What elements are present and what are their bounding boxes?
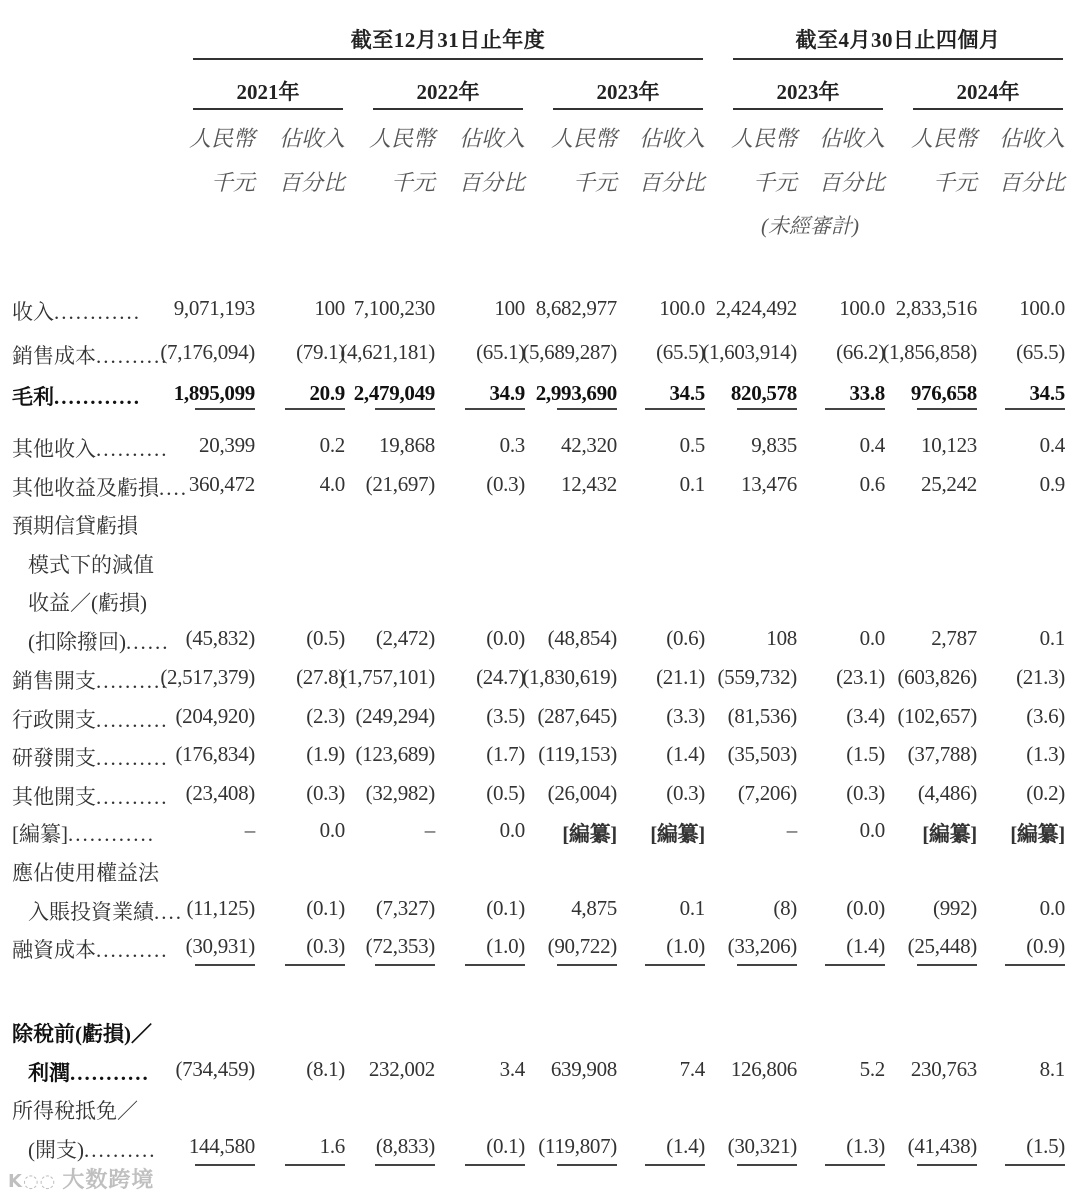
subtotal-rule [375,408,435,410]
row-label-text: (開支) [28,1138,84,1162]
cell-pct: 0.4 [859,433,885,457]
row-label-text: 預期信貸虧損 [12,514,138,538]
cell-amount: (2,472) [375,626,435,650]
cell-amount: 9,071,193 [173,296,255,320]
cell-amount: (119,153) [538,742,617,766]
row-label-text: 應佔使用權益法 [12,861,159,885]
cell-pct: (1.3) [846,1134,885,1158]
cell-amount: (30,931) [185,934,255,958]
unit-header-pct: 佔收入 [458,126,525,151]
cell-amount: (559,732) [717,665,797,689]
cell-pct: (0.1) [486,896,525,920]
unit-header-amount: 千元 [210,170,255,195]
row-label [28,549,154,579]
row-label [28,626,170,656]
unit-header-pct: 佔收入 [278,126,345,151]
cell-amount: (8) [773,896,797,920]
row-label-text: 入賬投資業績 [28,900,154,924]
leader-dots: .......... [96,344,169,368]
subtotal-rule [645,964,705,966]
cell-pct: (0.2) [1026,781,1065,805]
cell-amount: (33,206) [727,934,797,958]
cell-amount: 1,895,099 [173,381,255,405]
cell-amount: 2,479,049 [353,381,435,405]
cell-pct: (2.3) [306,704,345,728]
leader-dots: .... [159,476,188,500]
cell-pct: (3.4) [846,704,885,728]
year-rule [553,108,703,110]
cell-pct: (1.9) [306,742,345,766]
cell-pct: (3.5) [486,704,525,728]
subtotal-rule [195,964,255,966]
row-label [28,1134,157,1164]
cell-pct: (23.1) [836,665,885,689]
cell-pct: 5.2 [859,1057,885,1081]
cell-pct: (0.3) [306,934,345,958]
row-label [12,1095,138,1125]
cell-pct: (1.4) [666,1134,705,1158]
subtotal-rule [285,1164,345,1166]
cell-pct: 0.0 [1039,896,1065,920]
cell-amount: (32,982) [365,781,435,805]
unit-header-pct: 佔收入 [818,126,885,151]
cell-amount: – [244,818,255,842]
cell-amount: (4,486) [917,781,977,805]
year-header-2022: 2022年 [416,80,480,104]
row-label [12,934,169,964]
cell-pct: (1.0) [486,934,525,958]
cell-pct: 100 [314,296,345,320]
cell-pct: 0.6 [859,472,885,496]
cell-pct: (65.1) [476,340,525,364]
subtotal-rule [465,1164,525,1166]
cell-amount: (176,834) [175,742,255,766]
row-label-text: 融資成本 [12,938,96,962]
cell-pct: 0.4 [1039,433,1065,457]
subtotal-rule [917,408,977,410]
row-label-text: [編纂] [12,822,68,846]
cell-amount: 20,399 [199,433,255,457]
cell-amount: (7,206) [737,781,797,805]
subtotal-rule [375,964,435,966]
cell-pct: 0.1 [679,896,705,920]
group-title-four-months: 截至4月30日止四個月 [795,28,1001,52]
unit-header-amount: 人民幣 [368,126,435,151]
subtotal-rule [285,408,345,410]
subtotal-rule [195,1164,255,1166]
cell-pct: 8.1 [1039,1057,1065,1081]
unit-header-amount: 千元 [932,170,977,195]
cell-amount: (7,176,094) [160,340,255,364]
cell-amount: (102,657) [897,704,977,728]
cell-pct: 34.5 [669,381,705,405]
cell-amount: 639,908 [550,1057,617,1081]
cell-amount: 4,875 [571,896,617,920]
row-label-text: 其他開支 [12,785,96,809]
row-label [12,1018,152,1048]
cell-pct: (0.3) [306,781,345,805]
year-rule [373,108,523,110]
row-label [12,433,169,463]
cell-pct: 0.0 [499,818,525,842]
unit-header-pct: 百分比 [818,170,885,195]
cell-pct: (1.4) [846,934,885,958]
year-header-2023-4m: 2023年 [776,80,840,104]
cell-amount: (21,697) [365,472,435,496]
cell-amount: (1,830,619) [522,665,617,689]
watermark-text: 大数跨境 [62,1168,155,1193]
row-label [12,296,141,326]
leader-dots: ...... [126,630,170,654]
cell-pct: (65.5) [1016,340,1065,364]
cell-pct: 0.1 [679,472,705,496]
year-rule [733,108,883,110]
cell-amount: [編纂] [562,822,617,846]
cell-amount: (603,826) [897,665,977,689]
cell-amount: (30,321) [727,1134,797,1158]
leader-dots: .......... [96,669,169,693]
row-label-text: 所得稅抵免／ [12,1099,138,1123]
subtotal-rule [375,1164,435,1166]
cell-pct: (0.5) [486,781,525,805]
cell-pct: (0.1) [306,896,345,920]
row-label [12,781,169,811]
row-label-text: 其他收益及虧損 [12,476,159,500]
group-rule-full-year [193,58,703,60]
subtotal-rule [825,964,885,966]
cell-amount: 9,835 [751,433,797,457]
cell-amount: 108 [766,626,797,650]
row-label [12,340,169,370]
leader-dots: .......... [96,437,169,461]
leader-dots: ............ [54,385,141,409]
group-title-full-year: 截至12月31日止年度 [350,28,546,52]
cell-pct: (0.9) [1026,934,1065,958]
row-label-text: 其他收入 [12,437,96,461]
cell-pct: (0.0) [846,896,885,920]
cell-amount: 976,658 [910,381,977,405]
cell-pct: (3.3) [666,704,705,728]
cell-amount: (4,621,181) [340,340,435,364]
cell-amount: 13,476 [741,472,797,496]
cell-amount: 42,320 [561,433,617,457]
year-header-2023: 2023年 [596,80,660,104]
row-label-text: 模式下的減值 [28,553,154,577]
row-label-text: 利潤 [28,1061,70,1085]
cell-amount: 25,242 [921,472,977,496]
row-label [28,896,183,926]
row-label [28,587,147,617]
unit-header-pct: 百分比 [638,170,705,195]
unit-header-pct: 百分比 [278,170,345,195]
cell-amount: (5,689,287) [522,340,617,364]
cell-pct: 0.9 [1039,472,1065,496]
cell-pct: (1.5) [846,742,885,766]
subtotal-rule [1005,1164,1065,1166]
cell-amount: (2,517,379) [160,665,255,689]
row-label-text: 行政開支 [12,708,96,732]
year-rule [193,108,343,110]
cell-pct: 3.4 [499,1057,525,1081]
row-label [12,857,159,887]
unit-header-amount: 人民幣 [910,126,977,151]
cell-amount: (1,757,101) [340,665,435,689]
cell-pct: (24.7) [476,665,525,689]
unit-header-pct: 佔收入 [638,126,705,151]
leader-dots: .......... [96,938,169,962]
cell-amount: (123,689) [355,742,435,766]
year-header-2024-4m: 2024年 [956,80,1020,104]
subtotal-rule [917,1164,977,1166]
cell-pct: [編纂] [650,822,705,846]
cell-amount: (11,125) [186,896,255,920]
watermark-logo-icon: K◌◌ [8,1171,57,1192]
cell-pct: (1.4) [666,742,705,766]
leader-dots: .... [154,900,183,924]
row-label [28,1057,150,1087]
cell-amount: [編纂] [922,822,977,846]
subtotal-rule [825,408,885,410]
cell-pct: 100.0 [1019,296,1065,320]
cell-amount: (249,294) [355,704,435,728]
cell-pct: (0.3) [666,781,705,805]
cell-amount: (26,004) [547,781,617,805]
subtotal-rule [465,408,525,410]
cell-pct: (27.8) [296,665,345,689]
year-rule [913,108,1063,110]
cell-amount: (1,603,914) [702,340,797,364]
cell-amount: 144,580 [188,1134,255,1158]
leader-dots: ............ [54,300,141,324]
unit-header-pct: 佔收入 [998,126,1065,151]
cell-pct: (21.3) [1016,665,1065,689]
subtotal-rule [645,408,705,410]
subtotal-rule [1005,408,1065,410]
cell-pct: 0.2 [319,433,345,457]
cell-pct: 100.0 [659,296,705,320]
cell-amount: (72,353) [365,934,435,958]
leader-dots: .......... [96,746,169,770]
cell-amount: 232,002 [368,1057,435,1081]
year-header-2021: 2021年 [236,80,300,104]
cell-amount: (37,788) [907,742,977,766]
cell-amount: 820,578 [730,381,797,405]
cell-amount: 19,868 [379,433,435,457]
leader-dots: ........... [70,1061,150,1085]
unit-header-amount: 千元 [752,170,797,195]
cell-amount: 2,787 [931,626,977,650]
cell-amount: (1,856,858) [882,340,977,364]
cell-pct: 100.0 [839,296,885,320]
cell-amount: 2,424,492 [715,296,797,320]
cell-pct: 4.0 [319,472,345,496]
cell-pct: (65.5) [656,340,705,364]
row-label [12,510,138,540]
row-label-text: 收益／(虧損) [28,591,147,615]
subtotal-rule [737,1164,797,1166]
cell-amount: 230,763 [910,1057,977,1081]
cell-pct: (0.0) [486,626,525,650]
row-label [12,818,155,848]
row-label-text: 研發開支 [12,746,96,770]
subtotal-rule [465,964,525,966]
cell-pct: (66.2) [836,340,885,364]
cell-pct: (0.1) [486,1134,525,1158]
subtotal-rule [1005,964,1065,966]
cell-pct: 34.9 [489,381,525,405]
row-label [12,472,188,502]
cell-pct: (1.5) [1026,1134,1065,1158]
subtotal-rule [557,1164,617,1166]
cell-amount: 10,123 [921,433,977,457]
cell-amount: 2,993,690 [535,381,617,405]
cell-amount: (8,833) [375,1134,435,1158]
cell-amount: (992) [933,896,977,920]
row-label [12,381,141,411]
row-label-text: 銷售成本 [12,344,96,368]
unit-header-pct: 百分比 [458,170,525,195]
cell-pct: 0.0 [859,626,885,650]
cell-amount: (25,448) [907,934,977,958]
cell-pct: (1.7) [486,742,525,766]
cell-pct: 0.1 [1039,626,1065,650]
cell-amount: – [424,818,435,842]
subtotal-rule [285,964,345,966]
unit-header-pct: 百分比 [998,170,1065,195]
unit-header-amount: 人民幣 [550,126,617,151]
subtotal-rule [645,1164,705,1166]
row-label-text: (扣除撥回) [28,630,126,654]
cell-pct: 0.0 [319,818,345,842]
cell-pct: 34.5 [1029,381,1065,405]
row-label-text: 收入 [12,300,54,324]
unit-header-amount: 千元 [390,170,435,195]
subtotal-rule [737,408,797,410]
leader-dots: .......... [96,708,169,732]
leader-dots: .......... [96,785,169,809]
cell-pct: (21.1) [656,665,705,689]
row-label [12,665,169,695]
cell-pct: (8.1) [306,1057,345,1081]
cell-pct: 100 [494,296,525,320]
cell-pct: (0.3) [846,781,885,805]
cell-amount: (90,722) [547,934,617,958]
leader-dots: .......... [84,1138,157,1162]
row-label-text: 除稅前(虧損)／ [12,1022,152,1046]
cell-amount: 12,432 [561,472,617,496]
cell-amount: (204,920) [175,704,255,728]
cell-amount: (35,503) [727,742,797,766]
cell-amount: – [786,818,797,842]
row-label-text: 毛利 [12,385,54,409]
watermark [8,1163,154,1194]
cell-amount: 360,472 [188,472,255,496]
subtotal-rule [557,964,617,966]
cell-amount: (48,854) [547,626,617,650]
cell-amount: (81,536) [727,704,797,728]
cell-pct: (1.0) [666,934,705,958]
cell-pct: 7.4 [679,1057,705,1081]
subtotal-rule [737,964,797,966]
cell-pct: (0.3) [486,472,525,496]
cell-amount: 7,100,230 [353,296,435,320]
unaudited-note: (未經審計) [761,214,859,238]
row-label [12,742,169,772]
cell-pct: (0.6) [666,626,705,650]
cell-pct: [編纂] [1010,822,1065,846]
cell-amount: 126,806 [730,1057,797,1081]
subtotal-rule [825,1164,885,1166]
cell-amount: (45,832) [185,626,255,650]
cell-pct: 0.3 [499,433,525,457]
unit-header-amount: 千元 [572,170,617,195]
subtotal-rule [917,964,977,966]
cell-amount: (7,327) [375,896,435,920]
cell-amount: (41,438) [907,1134,977,1158]
cell-pct: 20.9 [309,381,345,405]
subtotal-rule [557,408,617,410]
cell-pct: 0.0 [859,818,885,842]
cell-pct: 33.8 [849,381,885,405]
cell-amount: 2,833,516 [895,296,977,320]
unit-header-amount: 人民幣 [188,126,255,151]
cell-pct: (0.5) [306,626,345,650]
cell-pct: (3.6) [1026,704,1065,728]
cell-amount: (23,408) [185,781,255,805]
group-rule-four-months [733,58,1063,60]
row-label [12,704,169,734]
unit-header-amount: 人民幣 [730,126,797,151]
cell-amount: 8,682,977 [535,296,617,320]
leader-dots: ............ [68,822,155,846]
cell-amount: (287,645) [537,704,617,728]
cell-amount: (734,459) [175,1057,255,1081]
row-label-text: 銷售開支 [12,669,96,693]
cell-pct: 0.5 [679,433,705,457]
cell-pct: (79.1) [296,340,345,364]
subtotal-rule [195,408,255,410]
cell-pct: (1.3) [1026,742,1065,766]
cell-pct: 1.6 [319,1134,345,1158]
cell-amount: (119,807) [538,1134,617,1158]
